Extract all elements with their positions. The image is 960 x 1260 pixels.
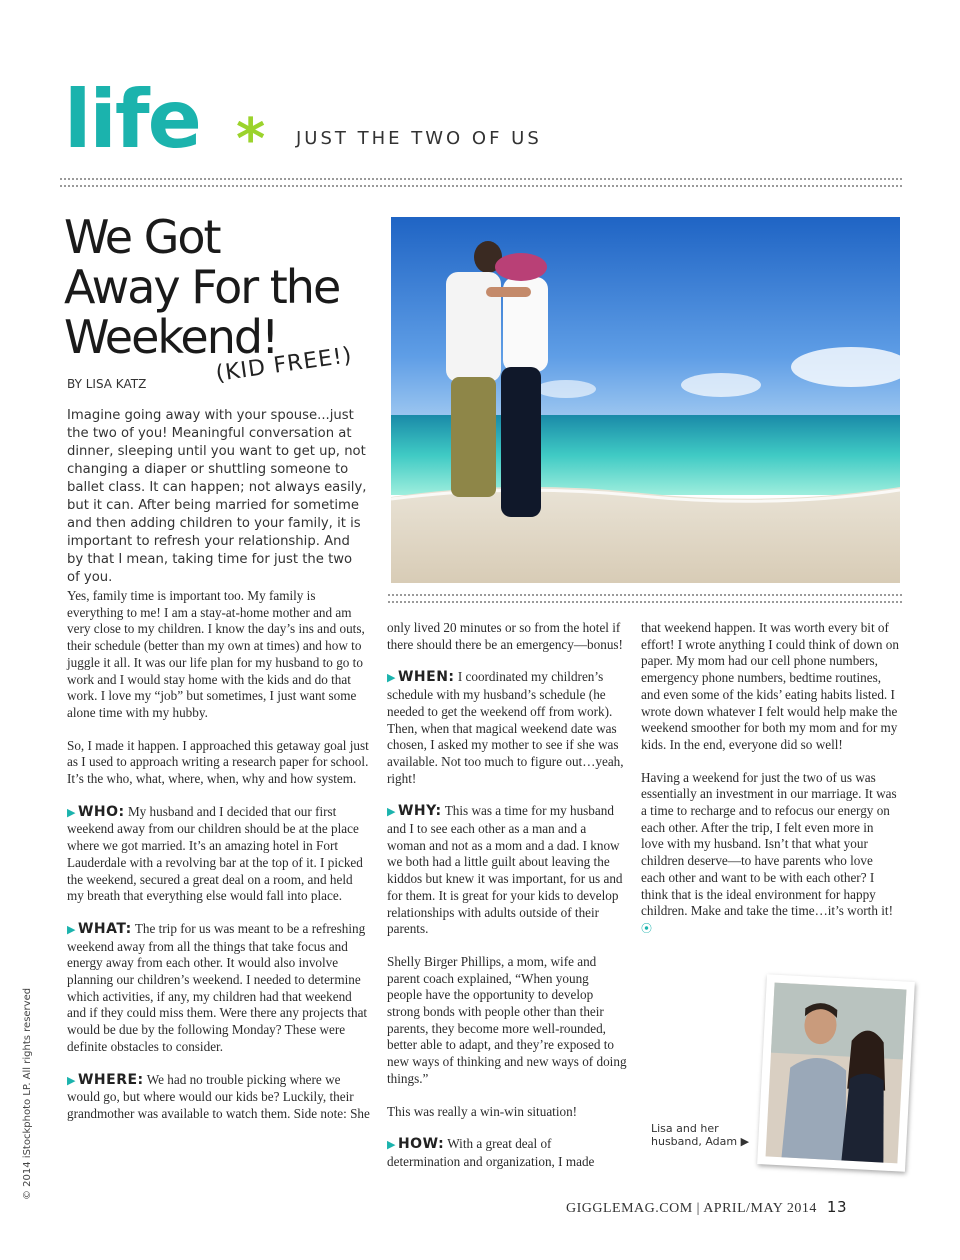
page-footer <box>566 1198 847 1217</box>
caption-line-2: husband, Adam ▶ <box>651 1135 750 1148</box>
how-label: ▶ HOW: <box>387 1136 445 1153</box>
photo-caption <box>651 1122 771 1148</box>
column-1-paragraph-2: So, I made it happen. I approached this getaway goal just as I used to approach writing a research paper for school. It’s the who, what, where, when, why and how system. <box>67 737 369 787</box>
header-divider-bottom <box>60 185 902 187</box>
where-text: We had no trouble picking where we would go, but where would our kids be? Luckily, their grandmother was available to watch them. Side note: She <box>67 1071 370 1121</box>
what-paragraph <box>67 921 370 1056</box>
column-3-paragraph-2-text: Having a weekend for just the two of us was essentially an investment in our marriage. It was a time to recharge and to refocus our energy on each other. After the trip, I felt even more in love with my husband. Isn’t that what your children deserve—to have parents who love each other and want to be with each other? I think that is the ideal environment for happy children. Make and take the time…it’s worth it! <box>641 769 897 919</box>
when-label: ▶ WHEN: <box>387 669 455 686</box>
column-2-paragraph-1: only lived 20 minutes or so from the hotel if there should there be an emergency—bonus! <box>387 620 623 652</box>
what-text: The trip for us was meant to be a refreshing weekend away from all the things that take focus and energy away from each other. It would also involve planning our children’s weekend. I needed to determine which activities, if any, my children had that weekend and if they could miss them. Were there any projects that would be due by the following Monday? These were definite obstacles to consider. <box>67 920 368 1054</box>
who-text: My husband and I decided that our first weekend away from our children should be at the place where we got married. It’s an amazing hotel in Fort Lauderdale with a revolving bar at the top of it. I picked the weekend, secured a great deal on a room, and held my breath that everything else would fall into place. <box>67 803 363 904</box>
why-paragraph <box>387 803 627 938</box>
who-label: ▶ WHO: <box>67 803 125 820</box>
who-label-text: WHO: <box>77 803 125 820</box>
headline-line-2: Away For the <box>64 260 340 314</box>
what-label: ▶ WHAT: <box>67 920 132 937</box>
kid-free-note: (KID FREE!) <box>214 342 354 387</box>
page-number: 13 <box>826 1198 847 1216</box>
what-label-text: WHAT: <box>77 920 132 937</box>
asterisk-icon: * <box>236 107 266 172</box>
headline-line-1: We Got <box>64 210 220 264</box>
when-label-text: WHEN: <box>397 669 455 686</box>
why-label-text: WHY: <box>397 803 442 820</box>
article-column-1 <box>67 588 370 1139</box>
intro-paragraph: Imagine going away with your spouse...just the two of you! Meaningful conversation at dinner, sleeping until you want to get up, not changing a diaper or shuttling someone to ballet class. It can happen; not always easily, but it can. After being married for sometime and then adding children to your family, it is important to refresh your relationship. And by that I mean, taking time for just the two of you. <box>67 408 367 585</box>
where-paragraph <box>67 1072 370 1123</box>
photo-divider-top <box>388 594 902 596</box>
byline: BY LISA KATZ <box>67 377 147 391</box>
where-label: ▶ WHERE: <box>67 1071 144 1088</box>
how-label-text: HOW: <box>397 1136 445 1153</box>
beach-couple-photo <box>391 217 900 583</box>
magazine-issue: GIGGLEMAG.COM | APRIL/MAY 2014 <box>566 1201 817 1216</box>
where-label-text: WHERE: <box>77 1071 144 1088</box>
photo-divider-bottom <box>388 601 902 603</box>
column-1-paragraph-1: Yes, family time is important too. My family is everything to me! I am a stay-at-home mother and am very close to my children. I know the day’s ins and outs, their schedule (better than my own at times) and how to juggle it all. It was our life plan for my husband to go to work and I would stay home with the kids and do that work. I love my “job” but sometimes, I just want some alone time with my hubby. <box>67 588 365 720</box>
header-divider-top <box>60 178 902 180</box>
column-2-paragraph-2: Shelly Birger Phillips, a mom, wife and parent coach explained, “When young people have the opportunity to develop strong bonds with people other than their parents, they become more well-rounded, better able to adapt, and they’re exposed to new ways of thinking and new ways of doing things.” <box>387 953 627 1086</box>
when-text: I coordinated my children’s schedule with my husband’s schedule (he needed to get the weekend off from work). Then, when that magical weekend date was chosen, I asked my mother to see if she was available. Not too much to figure out…yeah, right! <box>387 669 624 786</box>
article-headline <box>64 212 384 362</box>
article-column-3 <box>641 620 899 954</box>
column-3-paragraph-2 <box>641 770 899 938</box>
section-subtitle: JUST THE TWO OF US <box>296 128 542 149</box>
copyright-notice: © 2014 iStockphoto LP. All rights reserved <box>22 987 33 1200</box>
section-title: life <box>64 73 200 166</box>
why-text: This was a time for my husband and I to see each other as a man and a woman and not as a mom and a dad. I know we both had a little guilt about leaving the kiddos but knew it was important, for us and for them. It is great for your kids to develop relationships with adults outside of their parents. <box>387 803 623 937</box>
headline-line-3: Weekend! <box>64 310 278 364</box>
when-paragraph <box>387 669 627 787</box>
end-mark-icon: ⦿ <box>641 922 652 935</box>
column-2-paragraph-3: This was really a win-win situation! <box>387 1103 578 1119</box>
column-3-paragraph-1: that weekend happen. It was worth every bit of effort! I wrote anything I could think of down on paper. My mom had our cell phone numbers, emergency phone numbers, bedtime routines, and even some of the kids’ eating habits listed. I wrote down whatever I felt would help make the weekend smoother for both my mom and for my kids. In the end, everyone did so well! <box>641 620 899 752</box>
couple-snapshot-photo <box>757 974 915 1171</box>
how-paragraph <box>387 1136 627 1170</box>
caption-line-1: Lisa and her <box>651 1122 719 1135</box>
why-label: ▶ WHY: <box>387 803 442 820</box>
who-paragraph <box>67 804 370 905</box>
how-text: With a great deal of determination and organization, I made <box>387 1136 595 1169</box>
article-column-2 <box>387 620 627 1187</box>
